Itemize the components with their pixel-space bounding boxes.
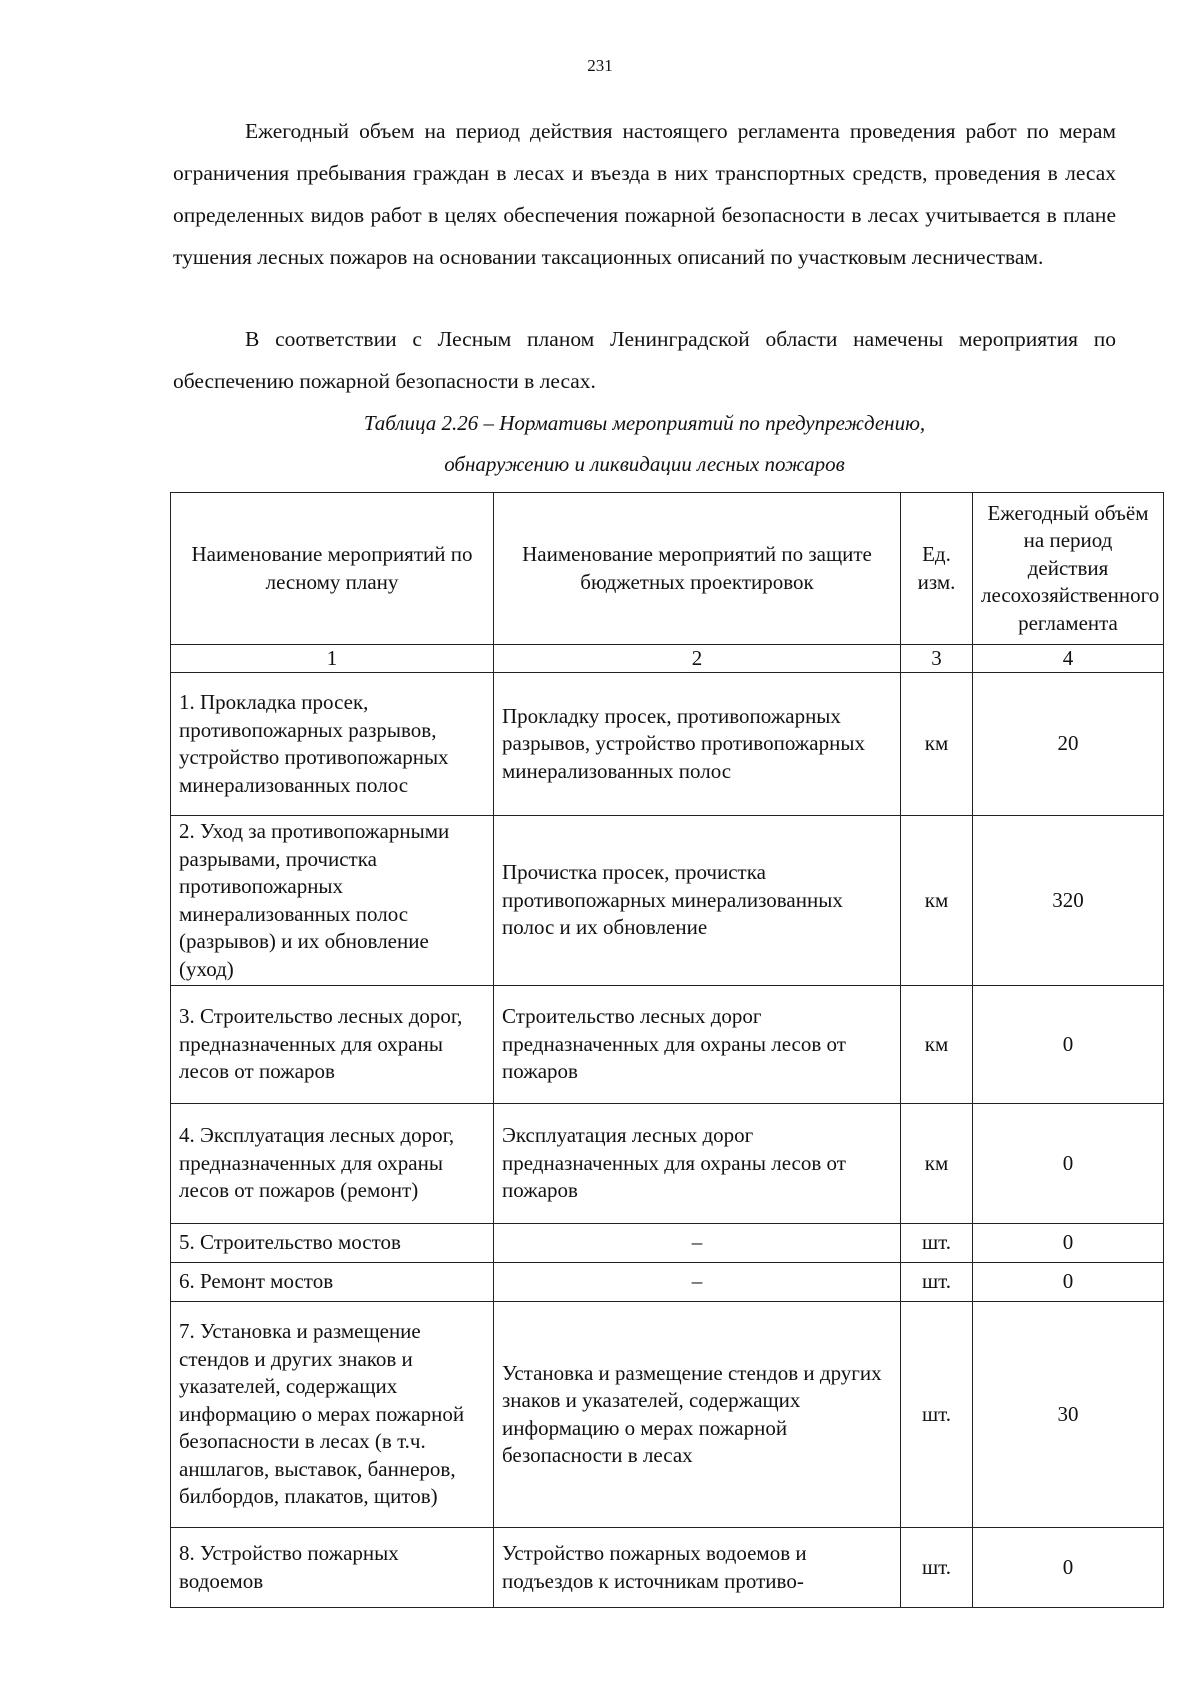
forest-plan-cell: 5. Строительство мостов	[171, 1224, 494, 1263]
unit-cell: км	[901, 816, 973, 986]
header-forest-plan: Наименование мероприятий по лесному плану	[171, 493, 494, 645]
budget-cell: –	[494, 1224, 901, 1263]
unit-cell: км	[901, 1104, 973, 1224]
forest-plan-cell: 6. Ремонт мостов	[171, 1263, 494, 1302]
volume-cell: 0	[973, 986, 1164, 1104]
column-number-row	[171, 645, 1164, 673]
column-number: 1	[171, 645, 494, 673]
header-budget: Наименование мероприятий по защите бюджетных проектировок	[494, 493, 901, 645]
column-number: 2	[494, 645, 901, 673]
volume-cell: 320	[973, 816, 1164, 986]
budget-cell: Прокладку просек, противопожарных разрывов, устройство противопожарных минерализованных полос	[494, 673, 901, 816]
forest-plan-cell: 8. Устройство пожарных водоемов	[171, 1528, 494, 1608]
table-row	[171, 1104, 1164, 1224]
forest-plan-cell: 2. Уход за противопожарными разрывами, прочистка противопожарных минерализованных полос (разрывов) и их обновление (уход)	[171, 816, 494, 986]
budget-cell: Установка и размещение стендов и других знаков и указателей, содержащих информацию о мерах пожарной безопасности в лесах	[494, 1302, 901, 1528]
volume-cell: 0	[973, 1263, 1164, 1302]
table-row	[171, 986, 1164, 1104]
table-header-row	[171, 493, 1164, 645]
budget-cell: –	[494, 1263, 901, 1302]
header-unit: Ед. изм.	[901, 493, 973, 645]
table-caption-line-2: обнаружению и ликвидации лесных пожаров	[444, 452, 845, 476]
paragraph-forest-plan: В соответствии с Лесным планом Ленинградской области намечены мероприятия по обеспечению пожарной безопасности в лесах.	[173, 327, 1116, 393]
fire-measures-table	[170, 492, 1164, 1608]
table-caption-line-1: Таблица 2.26 – Нормативы мероприятий по предупреждению,	[363, 411, 926, 435]
volume-cell: 0	[973, 1104, 1164, 1224]
column-number: 4	[973, 645, 1164, 673]
table-row	[171, 816, 1164, 986]
volume-cell: 0	[973, 1224, 1164, 1263]
budget-cell: Устройство пожарных водоемов и подъездов к источникам противо-	[494, 1528, 901, 1608]
budget-cell: Прочистка просек, прочистка противопожарных минерализованных полос и их обновление	[494, 816, 901, 986]
forest-plan-cell: 4. Эксплуатация лесных дорог, предназначенных для охраны лесов от пожаров (ремонт)	[171, 1104, 494, 1224]
volume-cell: 20	[973, 673, 1164, 816]
unit-cell: км	[901, 986, 973, 1104]
unit-cell: шт.	[901, 1528, 973, 1608]
header-annual-volume: Ежегодный объём на период действия лесохозяйственного регламента	[973, 493, 1164, 645]
unit-cell: шт.	[901, 1224, 973, 1263]
unit-cell: шт.	[901, 1263, 973, 1302]
page-number: 231	[587, 56, 613, 75]
budget-cell: Строительство лесных дорог предназначенных для охраны лесов от пожаров	[494, 986, 901, 1104]
column-number: 3	[901, 645, 973, 673]
volume-cell: 0	[973, 1528, 1164, 1608]
table-row	[171, 1224, 1164, 1263]
paragraph-annual-volume: Ежегодный объем на период действия настоящего регламента проведения работ по мерам ограничения пребывания граждан в лесах и въезда в них транспортных средств, проведения в лесах определенных видов работ в целях обеспечения пожарной безопасности в лесах учитывается в плане тушения лесных пожаров на основании таксационных описаний по участковым лесничествам.	[173, 119, 1116, 269]
forest-plan-cell: 1. Прокладка просек, противопожарных разрывов, устройство противопожарных минерализованных полос	[171, 673, 494, 816]
table-caption	[173, 403, 1116, 485]
unit-cell: шт.	[901, 1302, 973, 1528]
table-row	[171, 1263, 1164, 1302]
table-row	[171, 673, 1164, 816]
unit-cell: км	[901, 673, 973, 816]
budget-cell: Эксплуатация лесных дорог предназначенных для охраны лесов от пожаров	[494, 1104, 901, 1224]
volume-cell: 30	[973, 1302, 1164, 1528]
table-row	[171, 1528, 1164, 1608]
forest-plan-cell: 3. Строительство лесных дорог, предназначенных для охраны лесов от пожаров	[171, 986, 494, 1104]
table-row	[171, 1302, 1164, 1528]
forest-plan-cell: 7. Установка и размещение стендов и других знаков и указателей, содержащих информацию о мерах пожарной безопасности в лесах (в т.ч. аншлагов, выставок, баннеров, билбордов, плакатов, щитов)	[171, 1302, 494, 1528]
